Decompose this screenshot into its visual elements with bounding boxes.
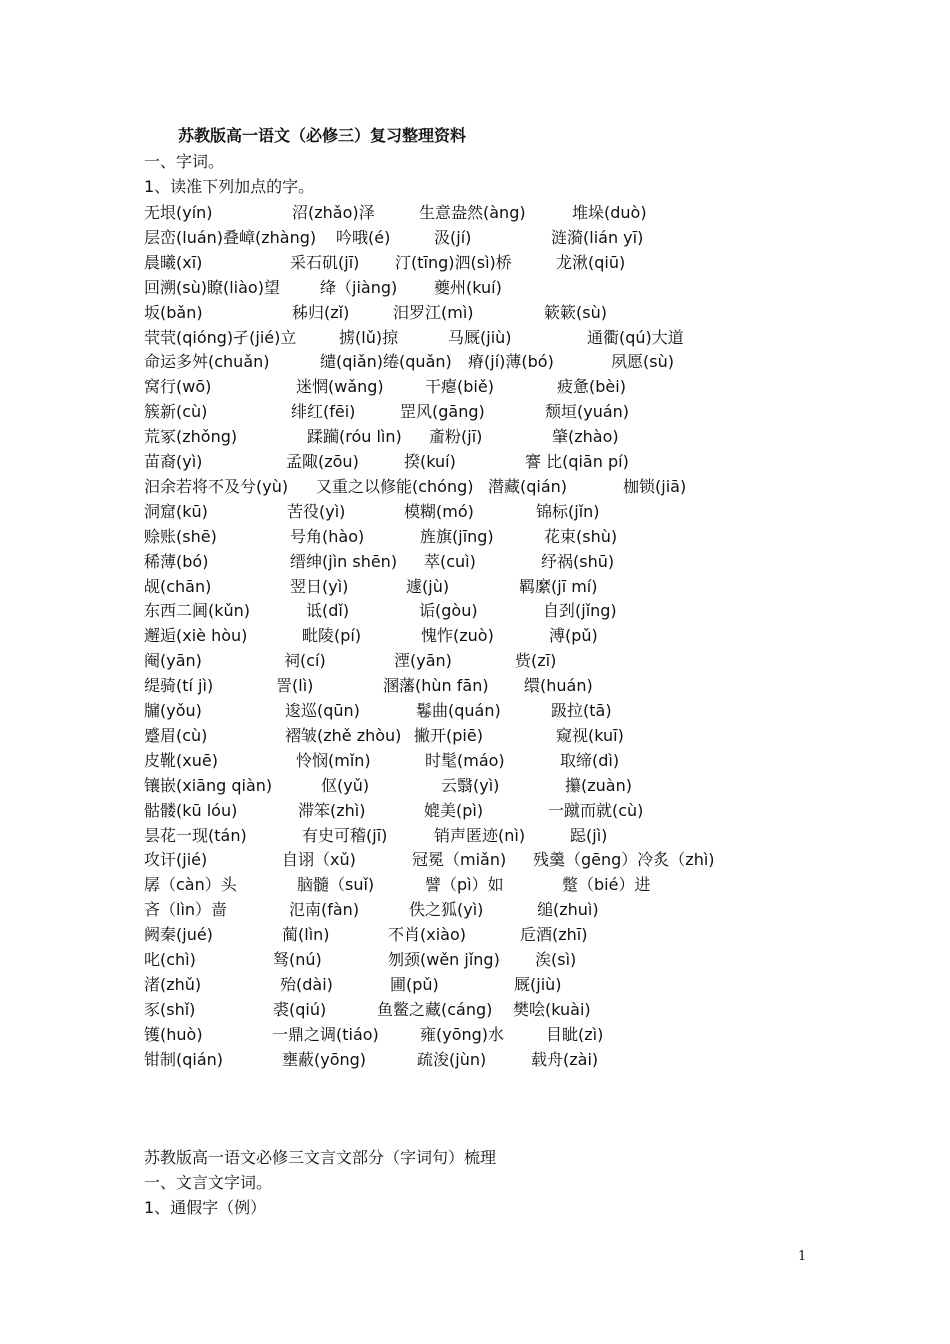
pronunciation-entry: 譬（pì）如 xyxy=(425,875,504,895)
pronunciation-entry: 蔺(lìn) xyxy=(282,925,330,945)
pronunciation-row xyxy=(0,374,950,399)
pronunciation-entry: 秭归(zǐ) xyxy=(292,302,350,322)
pronunciation-entry: 脑髓（suǐ) xyxy=(297,875,375,895)
pronunciation-entry: 窝行(wō) xyxy=(144,377,212,397)
pronunciation-entry: 层峦(luán)叠嶂(zhàng) xyxy=(144,227,317,247)
pronunciation-entry: 缙绅(jìn shēn) xyxy=(290,551,398,571)
pronunciation-row xyxy=(0,648,950,673)
pronunciation-row xyxy=(0,250,950,275)
pronunciation-entry: 诋(dǐ) xyxy=(306,601,350,621)
pronunciation-entry: 无垠(yín) xyxy=(144,203,213,222)
pronunciation-entry: 洞窟(kū) xyxy=(144,501,208,521)
pronunciation-entry: 怜悯(mǐn) xyxy=(296,750,371,770)
pronunciation-entry: 刎颈(wěn jǐng) xyxy=(388,950,500,969)
pronunciation-row xyxy=(0,897,950,922)
pronunciation-entry: 自刭(jǐng) xyxy=(543,601,617,621)
pronunciation-entry: 愧怍(zuò) xyxy=(421,626,494,646)
pronunciation-entry: 时髦(máo) xyxy=(425,750,505,770)
pronunciation-entry: 汀(tīng)泗(sì)桥 xyxy=(395,252,512,272)
pronunciation-row xyxy=(0,424,950,449)
pronunciation-entry: 残羹（gēng）冷炙（zhì) xyxy=(533,850,715,870)
pronunciation-entry: 阙秦(jué) xyxy=(144,925,213,945)
page-number: 1 xyxy=(798,1249,807,1264)
pronunciation-entry: 涟漪(lián yī) xyxy=(551,227,644,247)
pronunciation-entry: 齑粉(jī) xyxy=(429,427,483,447)
pronunciation-entry: 自诩（xǔ) xyxy=(282,850,356,870)
pronunciation-entry: 邂逅(xiè hòu) xyxy=(144,626,248,646)
pronunciation-entry: 牖(yǒu) xyxy=(144,701,202,720)
pronunciation-row xyxy=(0,922,950,947)
pronunciation-entry: 叱(chì) xyxy=(144,950,196,969)
pronunciation-entry: 赊账(shē) xyxy=(144,526,217,546)
pronunciation-entry: 骷髅(kū lóu) xyxy=(144,800,238,820)
pronunciation-entry: 镬(huò) xyxy=(144,1024,203,1044)
pronunciation-entry: 涘(sì) xyxy=(535,950,577,969)
pronunciation-row xyxy=(0,499,950,524)
pronunciation-entry: 吟哦(é) xyxy=(336,227,391,247)
pronunciation-row xyxy=(0,399,950,424)
pronunciation-entry: 一蹴而就(cù) xyxy=(548,800,644,820)
pronunciation-entry: 肇(zhào) xyxy=(552,427,619,447)
pronunciation-entry: 马厩(jiù) xyxy=(448,327,512,347)
pronunciation-entry: 厩(jiù) xyxy=(514,974,562,994)
pronunciation-entry: 云翳(yì) xyxy=(441,775,500,795)
pronunciation-entry: 掳(lǔ)掠 xyxy=(339,327,399,347)
pronunciation-row xyxy=(0,872,950,897)
pronunciation-entry: 缒(zhuì) xyxy=(537,900,599,920)
pronunciation-row xyxy=(0,698,950,723)
pronunciation-entry: 花束(shù) xyxy=(544,526,618,546)
pronunciation-entry: 汨罗江(mì) xyxy=(393,302,474,322)
pronunciation-entry: 号角(hào) xyxy=(290,526,365,546)
pronunciation-entry: 干瘪(biě) xyxy=(425,377,494,397)
pronunciation-entry: 雍(yōng)水 xyxy=(420,1024,505,1044)
pronunciation-entry: 稀薄(bó) xyxy=(144,551,209,571)
pronunciation-entry: 皮靴(xuē) xyxy=(144,750,218,770)
pronunciation-entry: 锦标(jǐn) xyxy=(536,501,600,521)
pronunciation-entry: 祠(cí) xyxy=(284,651,326,671)
pronunciation-entry: 纾祸(shū) xyxy=(541,551,615,571)
pronunciation-entry: 销声匿迹(nì) xyxy=(434,825,526,845)
pronunciation-row xyxy=(0,449,950,474)
pronunciation-entry: 翌日(yì) xyxy=(290,576,349,596)
pronunciation-row xyxy=(0,773,950,798)
pronunciation-entry: 樊哙(kuài) xyxy=(513,999,591,1019)
section-subheading-pronunciation: 1、读准下列加点的字。 xyxy=(144,177,315,196)
pronunciation-entry: 溷藩(hùn fān) xyxy=(383,676,489,696)
pronunciation-entry: 目眦(zì) xyxy=(546,1024,604,1044)
pronunciation-entry: 模糊(mó) xyxy=(404,501,474,521)
pronunciation-row xyxy=(0,798,950,823)
pronunciation-entry: 溥(pǔ) xyxy=(549,626,598,646)
pronunciation-entry: 苦役(yì) xyxy=(287,501,346,521)
pronunciation-row xyxy=(0,325,950,350)
pronunciation-entry: 一鼎之调(tiáo) xyxy=(272,1024,379,1044)
pronunciation-entry: 龙湫(qiū) xyxy=(556,252,626,272)
pronunciation-entry: 氾南(fàn) xyxy=(289,900,360,920)
pronunciation-entry: 绛（jiàng) xyxy=(320,277,398,297)
pronunciation-entry: 撇开(piē) xyxy=(414,725,483,745)
pronunciation-row xyxy=(0,574,950,599)
pronunciation-entry: 东西二阃(kǔn) xyxy=(144,601,251,621)
pronunciation-row xyxy=(0,997,950,1022)
pronunciation-entry: 滞笨(zhì) xyxy=(298,800,366,820)
pronunciation-entry: 又重之以修能(chóng) xyxy=(316,476,474,496)
pronunciation-row xyxy=(0,474,950,499)
pronunciation-row xyxy=(0,673,950,698)
pronunciation-entry: 豕(shǐ) xyxy=(144,999,196,1019)
pronunciation-entry: 回溯(sù)瞭(liào)望 xyxy=(144,277,280,297)
pronunciation-entry: 渚(zhǔ) xyxy=(144,974,202,994)
pronunciation-entry: 有史可稽(jī) xyxy=(302,825,388,845)
pronunciation-row xyxy=(0,1047,950,1072)
pronunciation-row xyxy=(0,225,950,250)
pronunciation-entry: 攥(zuàn) xyxy=(565,775,632,795)
pronunciation-entry: 取缔(dì) xyxy=(560,750,620,770)
pronunciation-row xyxy=(0,972,950,997)
pronunciation-row xyxy=(0,275,950,300)
pronunciation-entry: 鱼鳖之藏(cáng) xyxy=(377,999,493,1019)
pronunciation-entry: 遽(jù) xyxy=(406,576,450,596)
pronunciation-entry: 逡巡(qūn) xyxy=(285,701,360,720)
pronunciation-entry: 觇(chān) xyxy=(144,576,212,596)
pronunciation-entry: 堆垛(duò) xyxy=(572,203,647,222)
pronunciation-row xyxy=(0,1022,950,1047)
pronunciation-entry: 阉(yān) xyxy=(144,651,202,671)
pronunciation-entry: 迷惘(wǎng) xyxy=(296,377,384,397)
pronunciation-entry: 攻讦(jié) xyxy=(144,850,208,870)
pronunciation-row xyxy=(0,300,950,325)
pronunciation-entry: 旌旗(jīng) xyxy=(420,526,494,546)
pronunciation-entry: 吝（lìn）啬 xyxy=(144,900,228,920)
pronunciation-entry: 沼(zhǎo)泽 xyxy=(292,203,375,222)
pronunciation-entry: 蹩（bié）进 xyxy=(562,875,651,895)
pronunciation-entry: 绯红(fēi) xyxy=(291,402,356,422)
pronunciation-entry: 媲美(pì) xyxy=(424,800,484,820)
pronunciation-row xyxy=(0,823,950,848)
document-title: 苏教版高一语文（必修三）复习整理资料 xyxy=(178,126,467,145)
section2-subheading: 1、通假字（例） xyxy=(144,1198,267,1217)
pronunciation-entry: 载舟(zài) xyxy=(531,1049,599,1069)
pronunciation-entry: 湮(yān) xyxy=(394,651,452,671)
pronunciation-row xyxy=(0,598,950,623)
pronunciation-entry: 驽(nú) xyxy=(273,950,322,969)
pronunciation-row xyxy=(0,847,950,872)
pronunciation-entry: 命运多舛(chuǎn) xyxy=(144,352,270,372)
pronunciation-entry: 通衢(qú)大道 xyxy=(587,327,684,347)
pronunciation-entry: 冠冕（miǎn) xyxy=(412,850,507,870)
pronunciation-entry: 缱(qiǎn)绻(quǎn) xyxy=(320,352,452,372)
pronunciation-entry: 夔州(kuí) xyxy=(434,277,502,297)
pronunciation-entry: 缇骑(tí jì) xyxy=(144,676,214,696)
pronunciation-row xyxy=(0,549,950,574)
section2-title: 苏教版高一语文必修三文言文部分（字词句）梳理 xyxy=(144,1148,497,1167)
pronunciation-entry: 瘠(jí)薄(bó) xyxy=(468,352,554,372)
pronunciation-entry: 钳制(qián) xyxy=(144,1049,224,1069)
pronunciation-entry: 汲(jí) xyxy=(434,227,472,247)
pronunciation-entry: 罡风(gāng) xyxy=(400,402,485,422)
pronunciation-entry: 不肖(xiào) xyxy=(388,925,466,945)
pronunciation-entry: 佚之狐(yì) xyxy=(409,900,484,920)
pronunciation-entry: 缳(huán) xyxy=(524,676,593,696)
pronunciation-entry: 生意盎然(àng) xyxy=(419,203,526,222)
pronunciation-row xyxy=(0,524,950,549)
pronunciation-entry: 蹙眉(cù) xyxy=(144,725,208,745)
pronunciation-row xyxy=(0,723,950,748)
section2-heading: 一、文言文字词。 xyxy=(144,1173,273,1192)
section-heading-words: 一、字词。 xyxy=(144,152,225,171)
pronunciation-entry: 潜藏(qián) xyxy=(488,476,568,496)
pronunciation-row xyxy=(0,947,950,972)
pronunciation-entry: 簇新(cù) xyxy=(144,402,208,422)
pronunciation-entry: 采石矶(jī) xyxy=(290,252,360,272)
pronunciation-row xyxy=(0,200,950,225)
pronunciation-entry: 揆(kuí) xyxy=(404,452,456,471)
pronunciation-entry: 疲惫(bèi) xyxy=(557,377,626,397)
pronunciation-entry: 赀(zī) xyxy=(515,651,557,671)
pronunciation-entry: 毗陵(pí) xyxy=(302,626,362,646)
pronunciation-entry: 汩余若将不及兮(yù) xyxy=(144,476,289,496)
pronunciation-entry: 孱（càn）头 xyxy=(144,875,237,895)
pronunciation-entry: 颓垣(yuán) xyxy=(545,402,630,422)
pronunciation-entry: 枷锁(jiā) xyxy=(623,476,687,496)
pronunciation-entry: 萃(cuì) xyxy=(424,551,476,571)
pronunciation-entry: 謇 比(qiān pí) xyxy=(525,452,629,471)
pronunciation-entry: 圃(pǔ) xyxy=(390,974,439,994)
pronunciation-entry: 孟陬(zōu) xyxy=(286,452,359,471)
pronunciation-row xyxy=(0,349,950,374)
pronunciation-entry: 趿拉(tā) xyxy=(551,701,612,720)
pronunciation-entry: 裘(qiú) xyxy=(273,999,327,1019)
pronunciation-entry: 詈(lì) xyxy=(276,676,314,696)
pronunciation-entry: 窥视(kuī) xyxy=(556,725,624,745)
pronunciation-entry: 羁縻(jī mí) xyxy=(519,576,598,596)
pronunciation-entry: 蹂躏(róu lìn) xyxy=(307,427,402,447)
pronunciation-entry: 夙愿(sù) xyxy=(611,352,674,372)
pronunciation-entry: 晨曦(xī) xyxy=(144,252,203,272)
pronunciation-entry: 鬈曲(quán) xyxy=(416,701,501,720)
pronunciation-entry: 褶皱(zhě zhòu) xyxy=(285,725,402,745)
pronunciation-row xyxy=(0,623,950,648)
pronunciation-entry: 镶嵌(xiāng qiàn) xyxy=(144,775,273,795)
pronunciation-entry: 疏浚(jùn) xyxy=(417,1049,487,1069)
pronunciation-row xyxy=(0,748,950,773)
pronunciation-entry: 荒冢(zhǒng) xyxy=(144,427,238,447)
pronunciation-entry: 诟(gòu) xyxy=(419,601,478,621)
pronunciation-entry: 壅蔽(yōng) xyxy=(282,1049,367,1069)
pronunciation-entry: 伛(yǔ) xyxy=(321,775,370,795)
pronunciation-entry: 昙花一现(tán) xyxy=(144,825,247,845)
pronunciation-entry: 卮酒(zhī) xyxy=(520,925,588,945)
pronunciation-entry: 跽(jì) xyxy=(570,825,608,845)
pronunciation-entry: 茕茕(qióng)孑(jié)立 xyxy=(144,327,297,347)
pronunciation-entry: 苗裔(yì) xyxy=(144,452,203,471)
pronunciation-entry: 坂(bǎn) xyxy=(144,302,203,322)
pronunciation-entry: 簌簌(sù) xyxy=(544,302,607,322)
pronunciation-entry: 殆(dài) xyxy=(280,974,333,994)
